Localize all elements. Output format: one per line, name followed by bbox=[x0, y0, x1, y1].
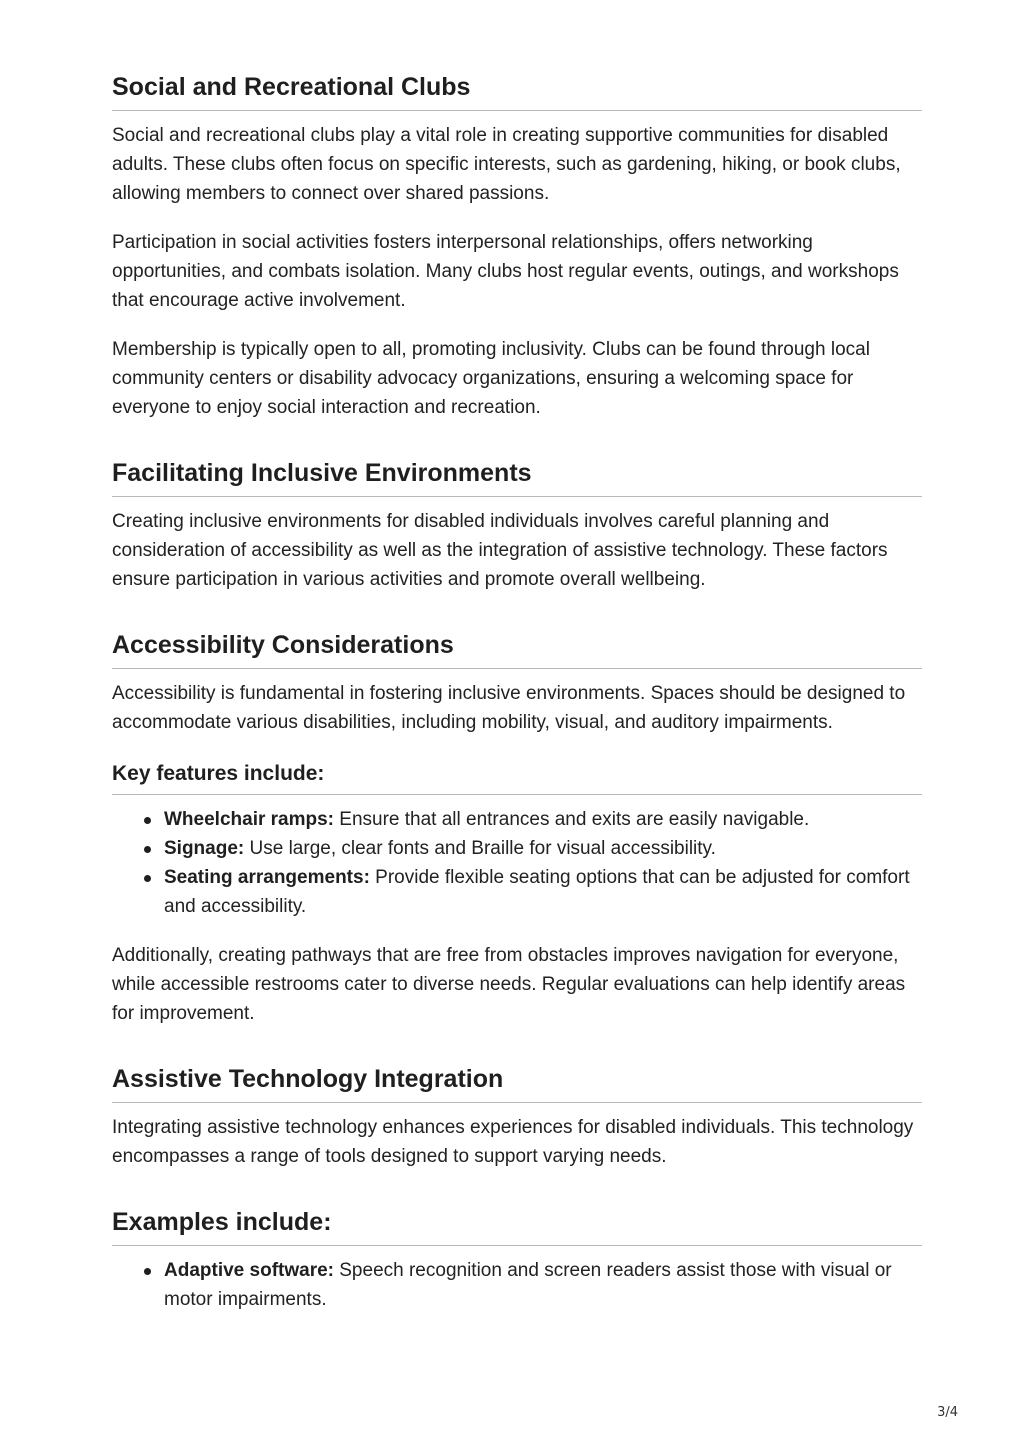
paragraph: Additionally, creating pathways that are free from obstacles improves navigation for everyone, while accessible restrooms cater to diverse needs. Regular evaluations can help identify areas for improvement. bbox=[112, 945, 906, 1024]
list-item-text: Ensure that all entrances and exits are easily navigable. bbox=[334, 809, 810, 830]
page-number: 3/4 bbox=[937, 1405, 958, 1420]
list-item-term: Wheelchair ramps: bbox=[164, 809, 334, 830]
section-heading-examples: Examples include: bbox=[112, 1201, 922, 1246]
list-item bbox=[140, 863, 922, 921]
section-heading-assistive-technology: Assistive Technology Integration bbox=[112, 1058, 922, 1103]
section-heading-inclusive-environments: Facilitating Inclusive Environments bbox=[112, 452, 922, 497]
bullet-icon bbox=[144, 875, 151, 882]
list-item bbox=[140, 1256, 922, 1314]
list-item bbox=[140, 805, 922, 834]
section-heading-social-clubs: Social and Recreational Clubs bbox=[112, 66, 922, 111]
paragraph: Social and recreational clubs play a vital role in creating supportive communities for disabled adults. These clubs often focus on specific interests, such as gardening, hiking, or book clubs, allowing members to connect over shared passions. bbox=[112, 125, 901, 204]
section-heading-accessibility: Accessibility Considerations bbox=[112, 624, 922, 669]
list-item-term: Seating arrangements: bbox=[164, 867, 370, 888]
examples-list bbox=[112, 1256, 922, 1314]
document-page bbox=[112, 66, 922, 1314]
bullet-icon bbox=[144, 1268, 151, 1275]
bullet-icon bbox=[144, 817, 151, 824]
list-item-text: Use large, clear fonts and Braille for visual accessibility. bbox=[244, 838, 716, 859]
paragraph: Integrating assistive technology enhances experiences for disabled individuals. This technology encompasses a range of tools designed to support varying needs. bbox=[112, 1117, 914, 1167]
list-item-term: Adaptive software: bbox=[164, 1260, 334, 1281]
list-item-term: Signage: bbox=[164, 838, 245, 859]
key-features-list bbox=[112, 805, 922, 921]
subheading-key-features: Key features include: bbox=[112, 757, 922, 795]
list-item-text: Provide flexible seating options that can be adjusted for comfort and accessibility. bbox=[164, 867, 910, 917]
paragraph: Membership is typically open to all, promoting inclusivity. Clubs can be found through local community centers or disability advocacy organizations, ensuring a welcoming space for everyone to enjoy social interaction and recreation. bbox=[112, 339, 870, 418]
paragraph: Participation in social activities fosters interpersonal relationships, offers networking opportunities, and combats isolation. Many clubs host regular events, outings, and workshops that encourage active involvement. bbox=[112, 232, 899, 311]
bullet-icon bbox=[144, 846, 151, 853]
list-item-text: Speech recognition and screen readers assist those with visual or motor impairments. bbox=[164, 1260, 892, 1310]
paragraph: Creating inclusive environments for disabled individuals involves careful planning and consideration of accessibility as well as the integration of assistive technology. These factors ensure participation in various activities and promote overall wellbeing. bbox=[112, 511, 888, 590]
paragraph: Accessibility is fundamental in fostering inclusive environments. Spaces should be designed to accommodate various disabilities, including mobility, visual, and auditory impairments. bbox=[112, 683, 906, 733]
list-item bbox=[140, 834, 922, 863]
